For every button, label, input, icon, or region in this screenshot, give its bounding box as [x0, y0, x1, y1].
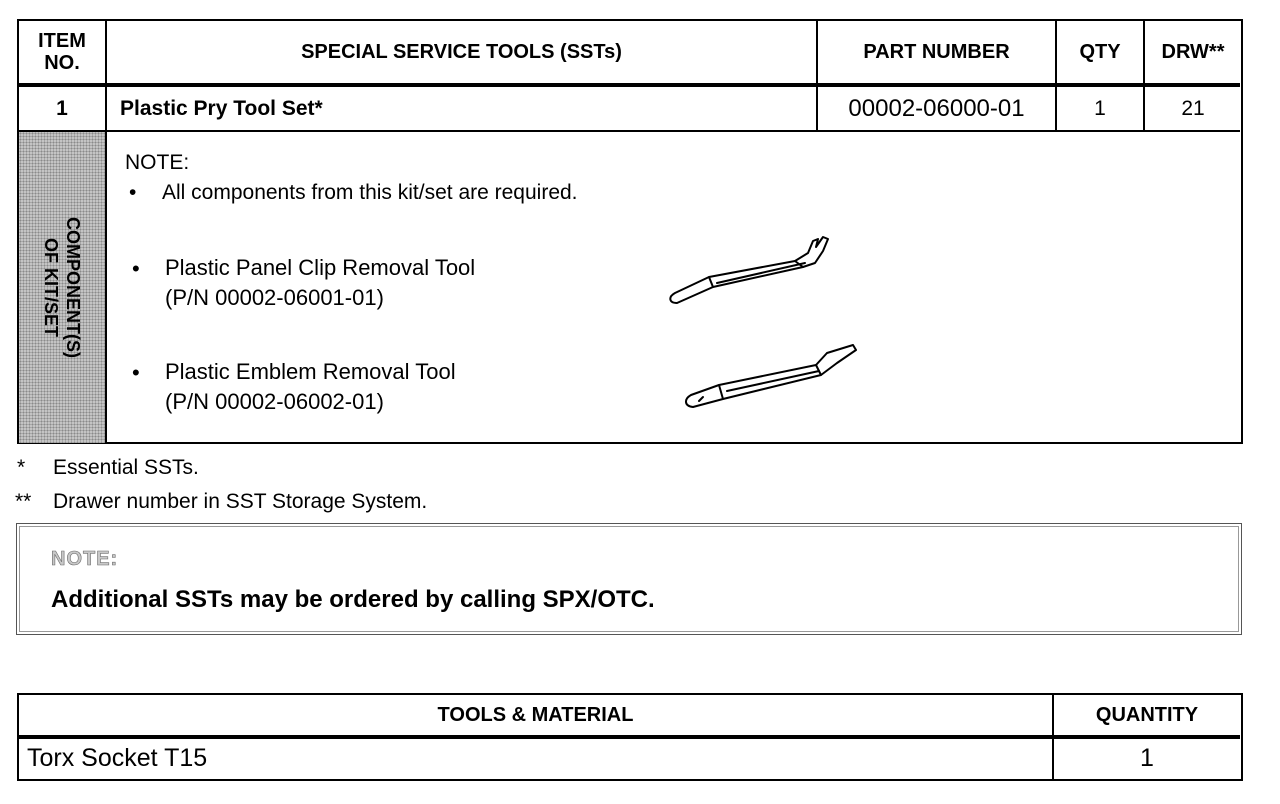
footnote-mark-1: * [17, 456, 26, 479]
note-box [16, 523, 1242, 635]
component-pn-2: (P/N 00002-06002-01) [165, 389, 384, 414]
header-special-service-tools: SPECIAL SERVICE TOOLS (SSTs) [301, 41, 622, 63]
tools-row-name: Torx Socket T15 [27, 743, 208, 772]
component-name-2: Plastic Emblem Removal Tool [165, 359, 456, 384]
components-note-title: NOTE: [125, 151, 190, 174]
footnote-text-2: Drawer number in SST Storage System. [53, 490, 428, 513]
row-tool-name: Plastic Pry Tool Set* [120, 96, 323, 120]
tools-material-table [17, 693, 1243, 781]
row-drw: 21 [1181, 96, 1205, 120]
note-box-title: NOTE: [51, 548, 119, 570]
emblem-removal-tool-icon [681, 341, 861, 413]
bullet-icon: • [132, 256, 140, 281]
header-drw: DRW** [1161, 41, 1225, 63]
components-label: COMPONENT(S) OF KIT/SET [41, 217, 83, 358]
component-pn-1: (P/N 00002-06001-01) [165, 285, 384, 310]
components-note-text: All components from this kit/set are required. [162, 181, 578, 204]
footnote-mark-2: ** [15, 490, 32, 513]
header-item-no: ITEM NO. [38, 30, 86, 74]
row-part-number: 00002-06000-01 [848, 94, 1025, 122]
tools-row-quantity: 1 [1140, 743, 1154, 772]
sst-table [17, 19, 1243, 444]
row-item-number: 1 [56, 96, 68, 120]
header-qty: QTY [1079, 41, 1121, 63]
row-qty: 1 [1094, 96, 1106, 120]
header-quantity: QUANTITY [1095, 704, 1199, 726]
panel-clip-removal-tool-icon [665, 231, 835, 311]
header-tools-material: TOOLS & MATERIAL [437, 704, 634, 726]
note-box-text: Additional SSTs may be ordered by calling SPX/OTC. [51, 586, 655, 613]
header-part-number: PART NUMBER [863, 41, 1010, 63]
footnote-text-1: Essential SSTs. [53, 456, 199, 479]
component-name-1: Plastic Panel Clip Removal Tool [165, 255, 476, 280]
bullet-icon: • [132, 360, 140, 385]
bullet-icon: • [129, 181, 137, 204]
